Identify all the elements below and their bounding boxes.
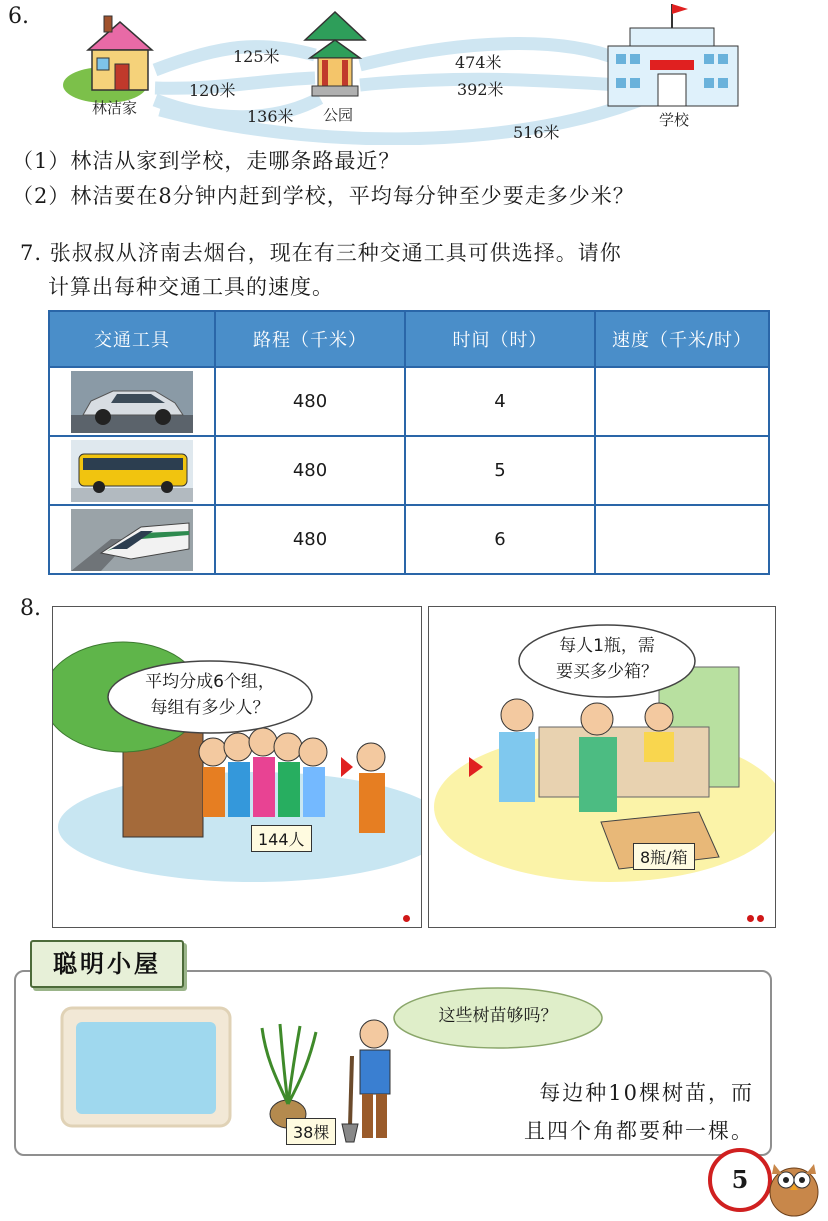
comic-panel-1 [52,606,422,928]
difficulty-dot [757,915,764,922]
distance-cell: 480 [215,367,405,436]
problem-8-number: 8. [20,596,41,621]
table-header-row [49,311,769,367]
owl-icon [764,1150,824,1218]
train-icon [71,509,193,571]
page-number-badge [708,1148,772,1212]
distance-label: 392米 [457,80,504,99]
bubble-2-line1: 每人1瓶，需 [559,636,655,656]
vehicle-cell [49,436,215,505]
problem-7-line1: 张叔叔从济南去烟台，现在有三种交通工具可供选择。请你 [49,241,622,265]
comic-panel-2 [428,606,776,928]
route-map [60,0,760,145]
smart-house-problem-text [444,1074,754,1150]
bubble-1-text [115,669,305,721]
problem-6-number: 6. [8,4,29,29]
seedlings-icon [256,1018,320,1130]
header-distance: 路程（千米） [215,311,405,367]
route-516 [160,100,640,139]
distance-label: 474米 [455,53,502,72]
distance-cell: 480 [215,505,405,574]
page-number: 5 [731,1165,749,1194]
car-icon [71,371,193,433]
place-label-park: 公园 [323,106,354,124]
vehicle-cell [49,505,215,574]
table-row [49,367,769,436]
place-label-school: 学校 [659,111,690,129]
problem-7-line2: 计算出每种交通工具的速度。 [48,275,334,299]
time-cell: 5 [405,436,595,505]
square-plot-illustration [58,1004,238,1134]
problem-7-number: 7. [20,241,43,265]
smart-house-line2: 且四个角都要种一棵。 [524,1119,754,1143]
question-6-1: （1）林洁从家到学校，走哪条路最近？ [12,149,401,173]
bubble-1-line1: 平均分成6个组， [145,672,275,692]
speed-cell[interactable] [595,505,769,574]
header-vehicle: 交通工具 [49,311,215,367]
bus-icon [71,440,193,502]
group-scene-illustration [53,607,421,927]
transport-table [48,310,770,575]
people-count-tag: 144人 [251,825,312,852]
house-icon [63,16,152,103]
speed-cell[interactable] [595,367,769,436]
smart-house-title: 聪明小屋 [30,940,184,988]
problem-7-text [20,236,810,304]
seedlings-count-tag: 38棵 [286,1118,336,1145]
school-icon [608,4,738,106]
time-cell: 6 [405,505,595,574]
difficulty-dot [747,915,754,922]
table-row [49,505,769,574]
time-cell: 4 [405,367,595,436]
distance-label: 516米 [513,123,560,142]
bottles-per-box-tag: 8瓶/箱 [633,843,695,870]
place-label-home: 林洁家 [92,99,138,117]
question-6-2: （2）林洁要在8分钟内赶到学校，平均每分钟至少要走多少米？ [12,184,635,208]
smart-house-line1: 每边种10棵树苗，而 [539,1081,754,1105]
bubble-3-text: 这些树苗够吗？ [438,1006,558,1026]
bubble-1-line2: 每组有多少人？ [150,698,270,718]
speed-cell[interactable] [595,436,769,505]
vehicle-cell [49,367,215,436]
header-time: 时间（时） [405,311,595,367]
difficulty-dot [403,915,410,922]
distance-cell: 480 [215,436,405,505]
table-row [49,436,769,505]
distance-label: 125米 [233,47,280,66]
bubble-2-line2: 要买多少箱？ [556,662,658,682]
distance-label: 136米 [247,107,294,126]
bubble-2-text [525,633,689,685]
distance-label: 120米 [189,81,236,100]
header-speed: 速度（千米/时） [595,311,769,367]
